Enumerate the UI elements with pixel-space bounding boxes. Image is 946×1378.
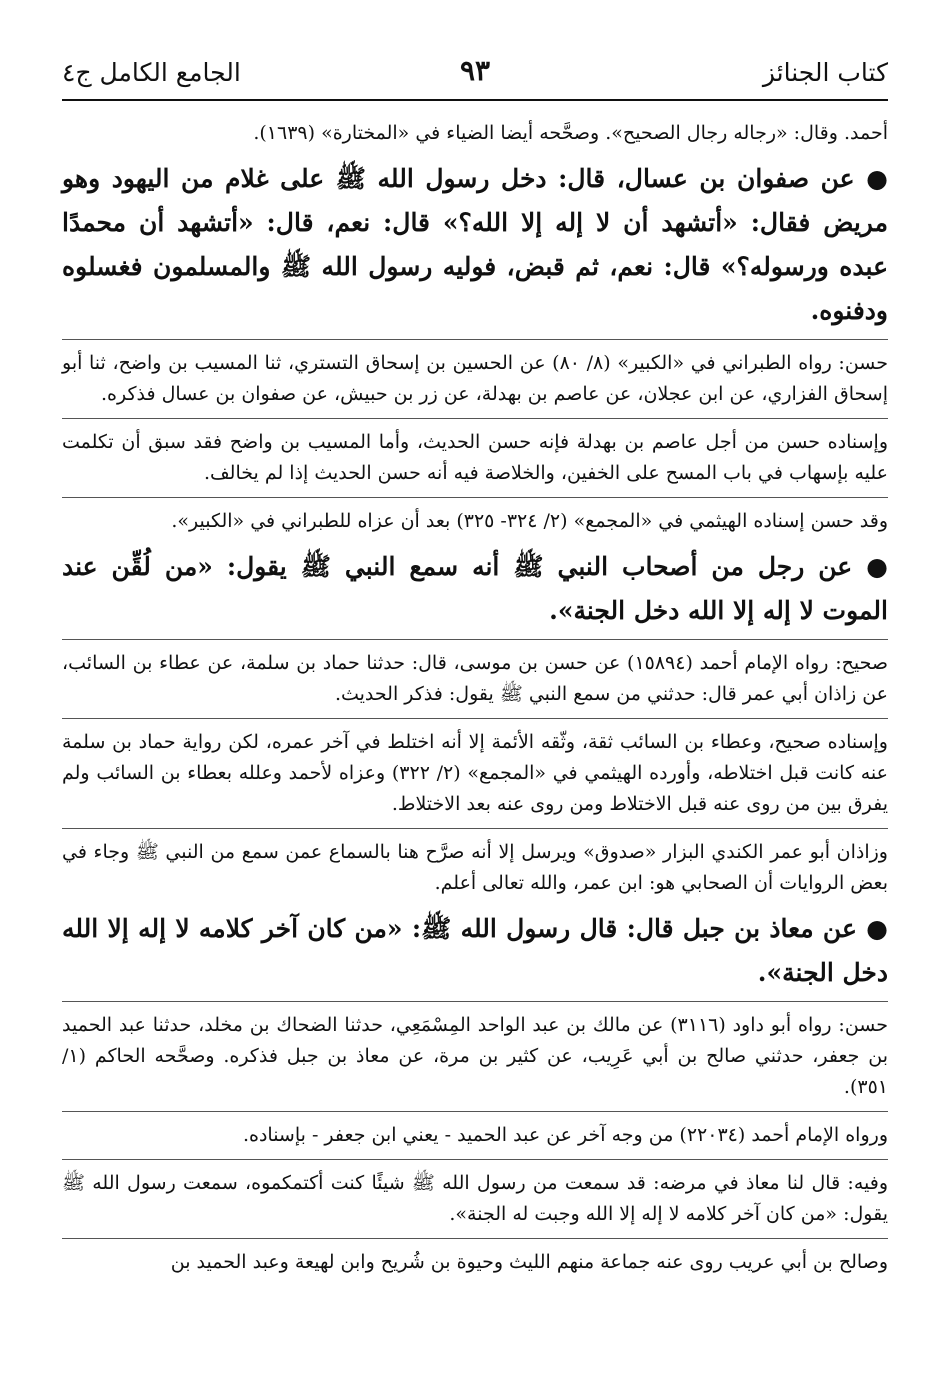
section-divider <box>62 1159 888 1160</box>
book-title: الجامع الكامل ج٤ <box>62 58 241 87</box>
footnote-paragraph: وإسناده صحيح، وعطاء بن السائب ثقة، وثّقه الأئمة إلا أنه اختلط في آخر عمره، لكن رواية حماد بن سلمة عنه كانت قبل اختلاطه، وأورده الهيثمي في «المجمع» (٢/ ٣٢٢) وعزاه لأحمد وعلله بعطاء بن السائب ولم يفرق بين من روى عنه قبل الاختلاط ومن روى عنه بعد الاختلاط. <box>62 731 888 815</box>
section-divider <box>62 497 888 498</box>
running-header <box>62 52 888 96</box>
hadith-paragraph: ● عن معاذ بن جبل قال: قال رسول الله ﷺ: «من كان آخر كلامه لا إله إلا الله دخل الجنة». <box>62 914 888 987</box>
hadith-paragraph: ● عن رجل من أصحاب النبي ﷺ أنه سمع النبي ﷺ يقول: «من لُقِّن عند الموت لا إله إلا الله دخل الجنة». <box>62 552 888 625</box>
hadith-paragraph: ● عن صفوان بن عسال، قال: دخل رسول الله ﷺ على غلام من اليهود وهو مريض فقال: «أتشهد أن لا إله إلا الله؟» قال: نعم، قال: «أتشهد أن محمدًا عبده ورسوله؟» قال: نعم، ثم قبض، فوليه رسول الله ﷺ والمسلمون فغسلوه ودفنوه. <box>62 164 888 325</box>
header-rule <box>62 99 888 101</box>
footnote-paragraph: حسن: رواه الطبراني في «الكبير» (٨/ ٨٠) عن الحسين بن إسحاق التستري، ثنا المسيب بن واضح، ثنا أبو إسحاق الفزاري، عن ابن عجلان، عن عاصم بن بهدلة، عن زر بن حبيش، عن صفوان بن عسال فذكره. <box>62 352 888 405</box>
footnote-paragraph: وصالح بن أبي عريب روى عنه جماعة منهم الليث وحيوة بن شُريح وابن لهيعة وعبد الحميد بن <box>170 1251 888 1273</box>
section-divider <box>62 718 888 719</box>
section-divider <box>62 1001 888 1002</box>
section-divider <box>62 1238 888 1239</box>
section-divider <box>62 339 888 340</box>
section-divider <box>62 418 888 419</box>
footnote-paragraph: أحمد. وقال: «رجاله رجال الصحيح». وصحَّحه أيضا الضياء في «المختارة» (١٦٣٩). <box>253 122 888 144</box>
footnote-paragraph: ورواه الإمام أحمد (٢٢٠٣٤) من وجه آخر عن عبد الحميد - يعني ابن جعفر - بإسناده. <box>242 1124 888 1146</box>
footnote-paragraph: وزاذان أبو عمر الكندي البزار «صدوق» ويرسل إلا أنه صرَّح هنا بالسماع عمن سمع من النبي ﷺ وجاء في بعض الروايات أن الصحابي هو: ابن عمر، والله تعالى أعلم. <box>62 841 888 894</box>
footnote-paragraph: وفيه: قال لنا معاذ في مرضه: قد سمعت من رسول الله ﷺ شيئًا كنت أكتمكموه، سمعت رسول الله ﷺ يقول: «من كان آخر كلامه لا إله إلا الله وجبت له الجنة». <box>62 1172 888 1225</box>
chapter-title: كتاب الجنائز <box>762 58 888 87</box>
footnote-paragraph: حسن: رواه أبو داود (٣١١٦) عن مالك بن عبد الواحد المِسْمَعِي، حدثنا الضحاك بن مخلد، حدثنا عبد الحميد بن جعفر، حدثني صالح بن أبي عَرِيب، عن كثير بن مرة، عن معاذ بن جبل فذكره. وصحَّحه الحاكم (١/ ٣٥١). <box>62 1014 888 1098</box>
page-body <box>62 118 888 1286</box>
section-divider <box>62 639 888 640</box>
footnote-paragraph: وقد حسن إسناده الهيثمي في «المجمع» (٢/ ٣٢٤- ٣٢٥) بعد أن عزاه للطبراني في «الكبير». <box>171 510 888 532</box>
footnote-paragraph: صحيح: رواه الإمام أحمد (١٥٨٩٤) عن حسن بن موسى، قال: حدثنا حماد بن سلمة، عن عطاء بن السائب، عن زاذان أبي عمر قال: حدثني من سمع النبي ﷺ يقول: فذكر الحديث. <box>62 652 889 705</box>
page-number: ٩٣ <box>459 54 491 87</box>
footnote-paragraph: وإسناده حسن من أجل عاصم بن بهدلة فإنه حسن الحديث، وأما المسيب بن واضح فقد سبق أن تكلمت عليه بإسهاب في باب المسح على الخفين، والخلاصة فيه أنه حسن الحديث إذا لم يخالف. <box>62 431 888 484</box>
section-divider <box>62 1111 888 1112</box>
section-divider <box>62 828 888 829</box>
